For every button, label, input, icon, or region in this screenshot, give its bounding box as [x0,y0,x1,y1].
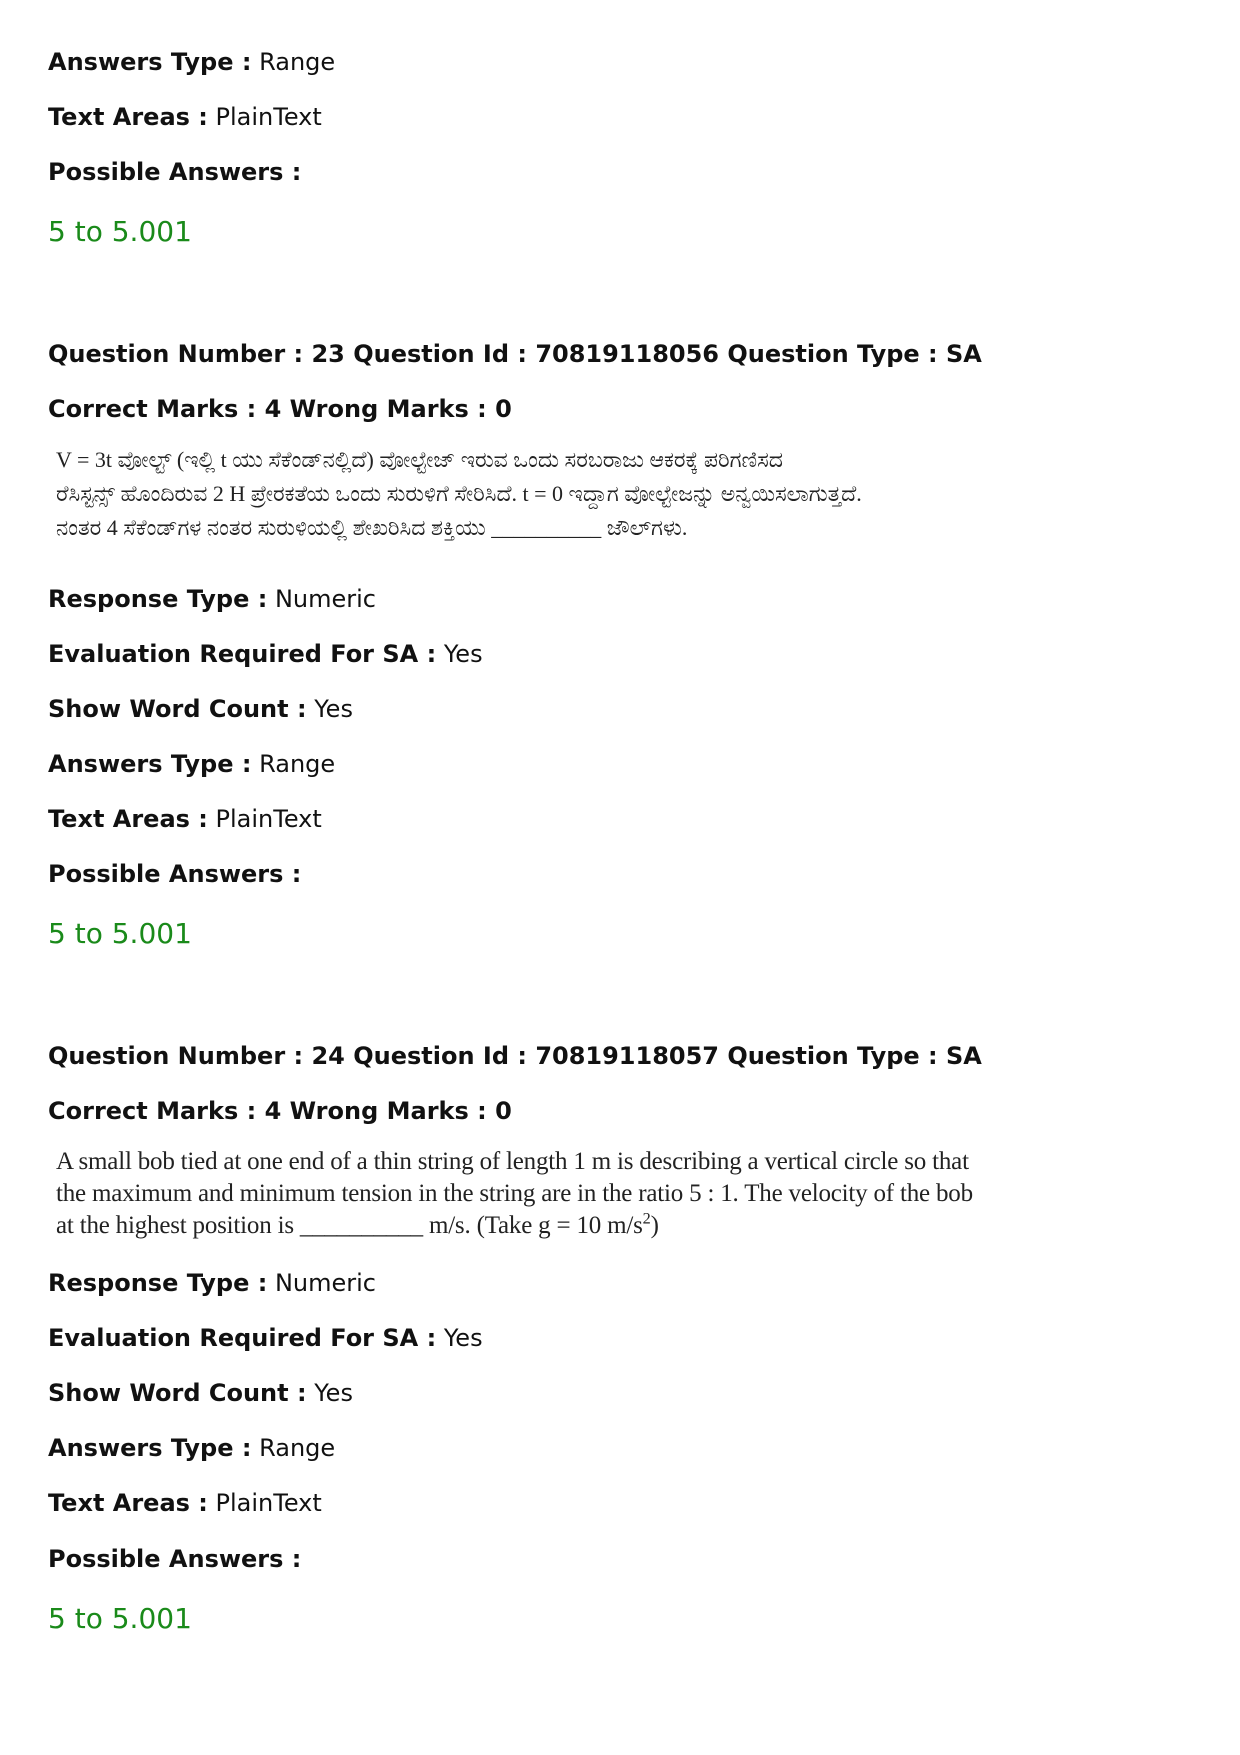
text-areas-value: PlainText [215,805,322,833]
q23-evaluation-row [48,639,483,669]
text-areas-value: PlainText [215,1489,322,1517]
q23-header: Question Number : 23 Question Id : 70819118056 Question Type : SA [48,340,982,368]
response-type-value: Numeric [274,1269,376,1297]
q24-text-areas-row [48,1488,322,1518]
q24-possible-answer: 5 to 5.001 [48,1602,192,1635]
q23-answers-type-row [48,749,335,779]
evaluation-required-value: Yes [443,640,483,668]
prev-possible-answer: 5 to 5.001 [48,215,192,248]
show-word-count-value: Yes [314,695,353,723]
answers-type-label: Answers Type : [48,1434,252,1462]
q24-question-stem [56,1146,973,1242]
q23-possible-answers-label: Possible Answers : [48,860,302,888]
q24-stem-close: ) [650,1212,659,1239]
q24-stem-line: A small bob tied at one end of a thin string of length 1 m is describing a vertical circle so that [56,1148,969,1175]
evaluation-required-label: Evaluation Required For SA : [48,1324,437,1352]
response-type-label: Response Type : [48,1269,268,1297]
answers-type-label: Answers Type : [48,750,252,778]
answers-type-label: Answers Type : [48,48,252,76]
evaluation-required-label: Evaluation Required For SA : [48,640,437,668]
prev-possible-answers-label: Possible Answers : [48,158,302,186]
show-word-count-label: Show Word Count : [48,695,307,723]
q23-word-count-row [48,694,353,724]
prev-answers-type-row [48,47,335,77]
q24-evaluation-row [48,1323,483,1353]
q24-stem-line: the maximum and minimum tension in the string are in the ratio 5 : 1. The velocity of the bob [56,1180,973,1207]
q23-text-areas-row [48,804,322,834]
q24-header: Question Number : 24 Question Id : 70819118057 Question Type : SA [48,1042,982,1070]
response-type-value: Numeric [274,585,376,613]
q23-question-stem [56,443,956,545]
q23-stem-line: ನಂತರ 4 ಸೆಕೆಂಡ್‌ಗಳ ನಂತರ ಸುರುಳಿಯಲ್ಲಿ ಶೇಖರಿಸಿದ ಶಕ್ತಿಯು __________ ಜೌಲ್‌ಗಳು. [56,515,688,540]
answers-type-value: Range [259,750,336,778]
text-areas-label: Text Areas : [48,805,208,833]
text-areas-label: Text Areas : [48,1489,208,1517]
answers-type-value: Range [259,48,336,76]
q23-stem-line: ರೆಸಿಸ್ಟನ್ಸ್ ಹೊಂದಿರುವ 2 H ಪ್ರೇರಕತೆಯ ಒಂದು ಸುರುಳಿಗೆ ಸೇರಿಸಿದೆ. t = 0 ಇದ್ದಾಗ ವೋಲ್ಟೇಜನ್ನು ಅನ್ವಯಿಸಲಾಗುತ್ತದೆ. [56,481,862,506]
q23-marks: Correct Marks : 4 Wrong Marks : 0 [48,395,512,423]
q24-stem-last-text: at the highest position is __________ m/s. (Take g = 10 m/s [56,1212,643,1239]
q24-response-type-row [48,1268,376,1298]
q23-response-type-row [48,584,376,614]
q23-stem-line: V = 3t ವೋಲ್ಟ್ (ಇಲ್ಲಿ t ಯು ಸೆಕೆಂಡ್‌ನಲ್ಲಿದೆ) ವೋಲ್ಟೇಜ್ ಇರುವ ಒಂದು ಸರಬರಾಜು ಆಕರಕ್ಕೆ ಪರಿಗಣಿಸದ [56,447,783,472]
answers-type-value: Range [259,1434,336,1462]
q23-possible-answer: 5 to 5.001 [48,917,192,950]
prev-text-areas-row [48,102,322,132]
response-type-label: Response Type : [48,585,268,613]
q24-word-count-row [48,1378,353,1408]
q24-stem-line-last [56,1210,956,1242]
q24-answers-type-row [48,1433,335,1463]
show-word-count-value: Yes [314,1379,353,1407]
text-areas-value: PlainText [215,103,322,131]
q24-marks: Correct Marks : 4 Wrong Marks : 0 [48,1097,512,1125]
evaluation-required-value: Yes [443,1324,483,1352]
q24-possible-answers-label: Possible Answers : [48,1545,302,1573]
text-areas-label: Text Areas : [48,103,208,131]
show-word-count-label: Show Word Count : [48,1379,307,1407]
q24-stem-superscript: 2 [642,1209,651,1228]
